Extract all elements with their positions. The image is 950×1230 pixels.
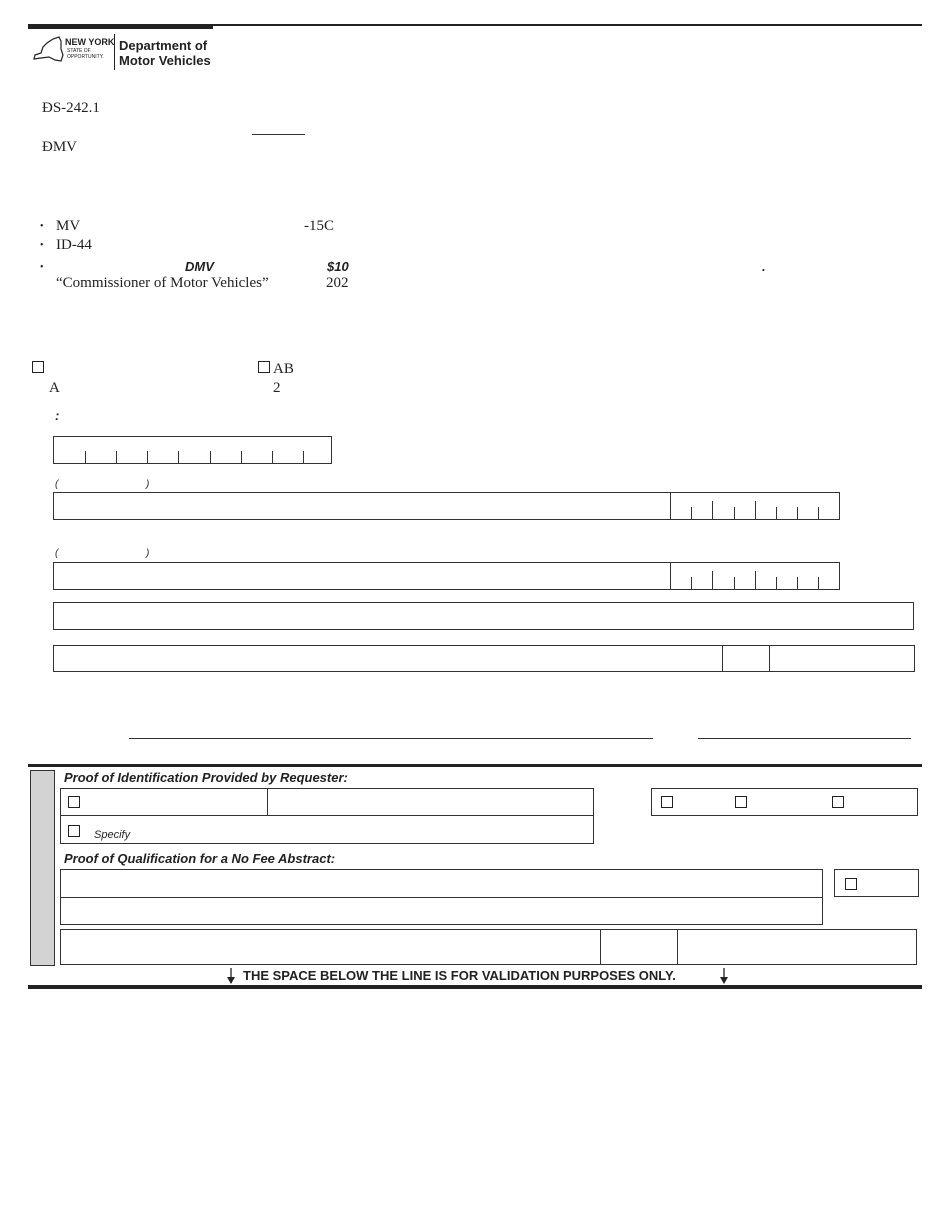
bullet-icon: • <box>40 221 44 232</box>
option-ab-label: AB <box>273 361 294 377</box>
office-input-1[interactable] <box>60 929 601 965</box>
state-input[interactable] <box>722 645 770 672</box>
name-input-2[interactable] <box>53 562 671 590</box>
proof-id-type-checkbox-2[interactable] <box>735 796 747 808</box>
agency-label: ĐMV <box>42 139 78 155</box>
bullet-3-fee: $10 <box>327 259 349 274</box>
proof-id-other-checkbox[interactable] <box>68 825 80 837</box>
paren-close-2: ) <box>146 548 150 559</box>
logo-state-name: NEW YORK <box>65 37 115 47</box>
date-signed-line[interactable] <box>698 738 911 739</box>
zip-input[interactable] <box>769 645 915 672</box>
bullet-2-text: ID-44 <box>56 237 92 253</box>
arrow-down-icon <box>719 968 729 985</box>
proof-id-type-group <box>651 788 918 816</box>
office-section-top-rule <box>28 764 922 767</box>
date-input-2[interactable] <box>670 562 840 590</box>
form-underline <box>252 134 305 135</box>
new-york-state-map-icon <box>31 33 65 67</box>
proof-id-heading: Proof of Identification Provided by Requester: <box>64 770 348 785</box>
signature-line[interactable] <box>129 738 653 739</box>
paren-close-1: ) <box>146 479 150 490</box>
payee-code: 202 <box>326 275 349 291</box>
proof-qual-input-2[interactable] <box>60 897 823 925</box>
id-number-input[interactable] <box>53 436 332 464</box>
dept-name-line2: Motor Vehicles <box>119 53 211 68</box>
top-rule-accent <box>28 24 213 29</box>
arrow-down-icon <box>226 968 236 985</box>
name-input-1[interactable] <box>53 492 671 520</box>
office-input-2[interactable] <box>600 929 678 965</box>
paren-open-2: ( <box>55 548 59 559</box>
bullet-icon: • <box>40 240 44 251</box>
option-ab-checkbox[interactable] <box>258 361 270 373</box>
validation-notice: THE SPACE BELOW THE LINE IS FOR VALIDATION PURPOSES ONLY. <box>243 968 676 983</box>
date-input-1[interactable] <box>670 492 840 520</box>
proof-id-other[interactable] <box>60 815 594 844</box>
paren-open-1: ( <box>55 479 59 490</box>
office-use-sidebar <box>30 770 55 966</box>
logo-divider <box>114 34 115 70</box>
logo-state-line3: OPPORTUNITY. <box>67 54 104 60</box>
bullet-icon: • <box>40 262 44 273</box>
bullet-3-period: . <box>762 259 766 274</box>
proof-id-option-1[interactable] <box>60 788 268 816</box>
bullet-3-dmv: DMV <box>185 259 214 274</box>
address-input[interactable] <box>53 602 914 630</box>
office-input-3[interactable] <box>677 929 917 965</box>
option-a-label: A <box>49 380 60 396</box>
colon-label: : <box>55 408 60 423</box>
validation-rule <box>28 985 922 989</box>
no-fee-checkbox[interactable] <box>845 878 857 890</box>
proof-id-type-checkbox-3[interactable] <box>832 796 844 808</box>
logo-state-line2: STATE OF <box>67 48 91 54</box>
form-number: ĐS-242.1 <box>42 100 100 116</box>
proof-id-type-checkbox-1[interactable] <box>661 796 673 808</box>
proof-qual-input-1[interactable] <box>60 869 823 898</box>
city-input[interactable] <box>53 645 723 672</box>
proof-id-checkbox-1[interactable] <box>68 796 80 808</box>
proof-qual-heading: Proof of Qualification for a No Fee Abstract: <box>64 851 336 866</box>
specify-label: Specify <box>94 829 131 841</box>
bullet-1-text: MV <box>56 218 81 234</box>
option-a-checkbox[interactable] <box>32 361 44 373</box>
bullet-1-code: -15C <box>304 218 334 234</box>
payee-name: “Commissioner of Motor Vehicles” <box>56 275 269 291</box>
dept-name-line1: Department of <box>119 38 208 53</box>
option-ab-sub: 2 <box>273 380 281 396</box>
proof-id-option-1-detail[interactable] <box>267 788 594 816</box>
